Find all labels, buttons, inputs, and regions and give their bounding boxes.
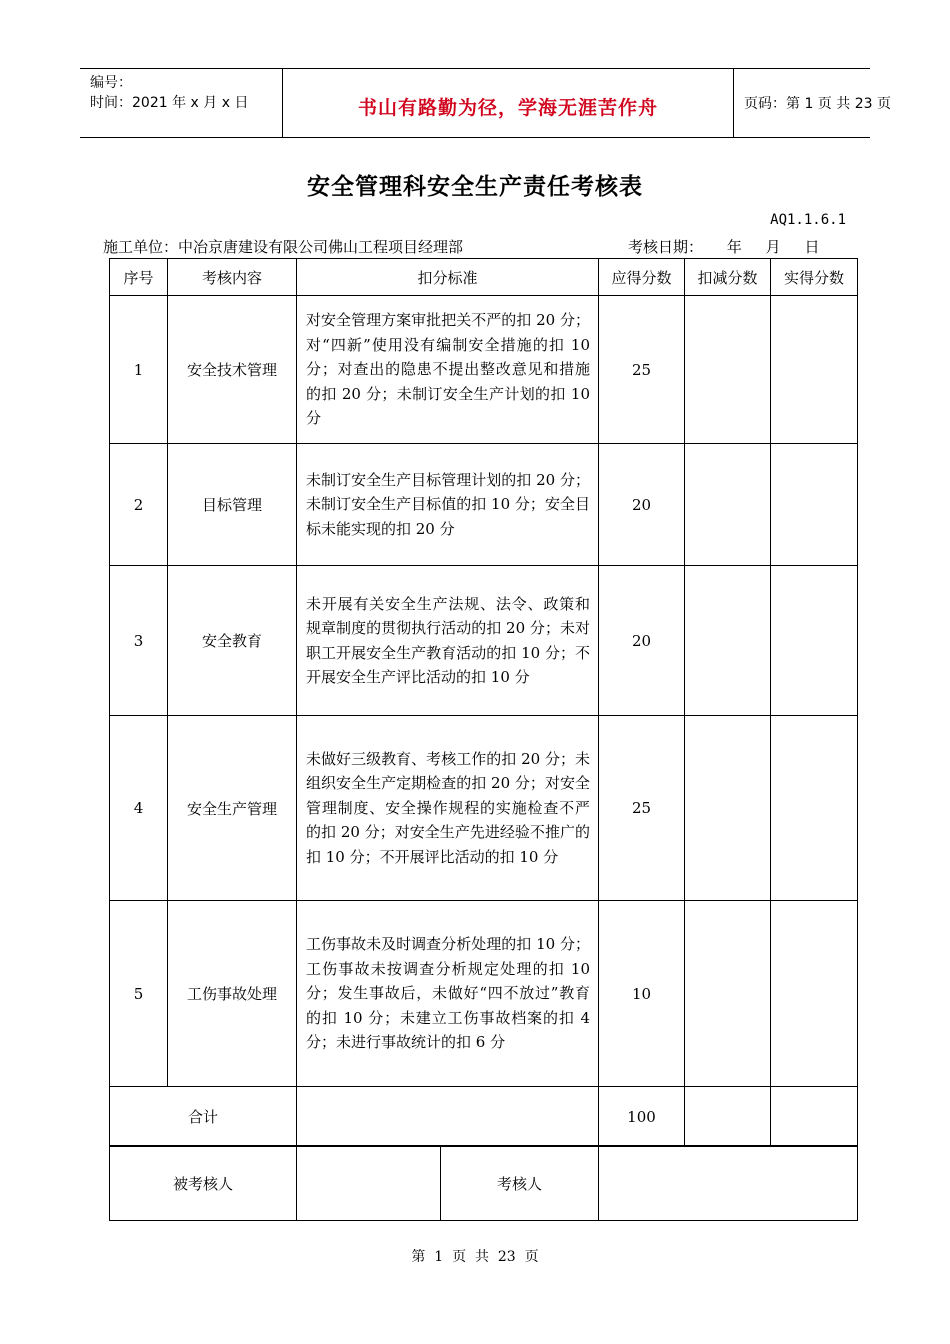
column-header: 应得分数 <box>599 259 685 296</box>
full-score: 25 <box>599 296 685 444</box>
total-label: 合计 <box>110 1087 297 1147</box>
motto-text: 书山有路勤为径，学海无涯苦作舟 <box>357 96 658 119</box>
actual-score <box>771 444 858 566</box>
actual-score <box>771 566 858 716</box>
column-header: 考核内容 <box>168 259 297 296</box>
assessment-item: 安全生产管理 <box>168 716 297 901</box>
document-header <box>80 68 891 138</box>
assessment-date: 考核日期： 年 月 日 <box>628 238 820 256</box>
full-score: 20 <box>599 444 685 566</box>
deducted-score <box>685 444 771 566</box>
table-row <box>110 444 858 566</box>
deducted-score <box>685 566 771 716</box>
signature-row <box>110 1146 858 1221</box>
deduction-criteria: 未制订安全生产目标管理计划的扣 20 分；未制订安全生产目标值的扣 10 分；安全目标未能实现的扣 20 分 <box>297 444 599 566</box>
column-header: 扣减分数 <box>685 259 771 296</box>
column-header: 序号 <box>110 259 168 296</box>
page-title: 安全管理科安全生产责任考核表 <box>307 174 643 200</box>
total-actual <box>771 1087 858 1147</box>
actual-score <box>771 716 858 901</box>
row-number: 2 <box>110 444 168 566</box>
assessor-signature <box>599 1146 858 1221</box>
table-row <box>110 296 858 444</box>
row-number: 4 <box>110 716 168 901</box>
table-header-row <box>110 259 858 296</box>
deduction-criteria: 未开展有关安全生产法规、法令、政策和规章制度的贯彻执行活动的扣 20 分；未对职工开展安全生产教育活动的扣 10 分；不开展安全生产评比活动的扣 10 分 <box>297 566 599 716</box>
assessor-label: 考核人 <box>441 1146 599 1221</box>
row-number: 3 <box>110 566 168 716</box>
deduction-criteria: 对安全管理方案审批把关不严的扣 20 分；对“四新”使用没有编制安全措施的扣 10 分；对查出的隐患不提出整改意见和措施的扣 20 分；未制订安全生产计划的扣 10 分 <box>297 296 599 444</box>
deducted-score <box>685 901 771 1087</box>
deducted-score <box>685 296 771 444</box>
assessment-item: 安全教育 <box>168 566 297 716</box>
total-criteria-cell <box>297 1087 599 1147</box>
row-number: 5 <box>110 901 168 1087</box>
assessee-label: 被考核人 <box>110 1146 297 1221</box>
number-label: 编号： <box>90 75 132 91</box>
total-row <box>110 1087 858 1147</box>
assessment-item: 目标管理 <box>168 444 297 566</box>
row-number: 1 <box>110 296 168 444</box>
actual-score <box>771 901 858 1087</box>
assessment-item: 工伤事故处理 <box>168 901 297 1087</box>
total-deducted <box>685 1087 771 1147</box>
header-motto-cell <box>282 69 734 137</box>
table-row <box>110 716 858 901</box>
table-row <box>110 901 858 1087</box>
full-score: 10 <box>599 901 685 1087</box>
page-footer: 第 1 页 共 23 页 <box>411 1249 539 1265</box>
total-score: 100 <box>599 1087 685 1147</box>
time-label: 时间：2021 年 x 月 x 日 <box>90 95 249 111</box>
assessment-item: 安全技术管理 <box>168 296 297 444</box>
full-score: 25 <box>599 716 685 901</box>
header-page-info: 页码：第 1 页 共 23 页 <box>744 96 891 112</box>
column-header: 扣分标准 <box>297 259 599 296</box>
deduction-criteria: 工伤事故未及时调查分析处理的扣 10 分；工伤事故未按调查分析规定处理的扣 10 分；发生事故后，未做好“四不放过”教育的扣 10 分；未建立工伤事故档案的扣 4 分；未进行事故统计的扣 6 分 <box>297 901 599 1087</box>
unit-date-row <box>103 236 848 256</box>
deducted-score <box>685 716 771 901</box>
deduction-criteria: 未做好三级教育、考核工作的扣 20 分；未组织安全生产定期检查的扣 20 分；对安全管理制度、安全操作规程的实施检查不严的扣 20 分；对安全生产先进经验不推广的扣 10 分；不开展评比活动的扣 10 分 <box>297 716 599 901</box>
assessee-signature <box>297 1146 441 1221</box>
document-code: AQ1.1.6.1 <box>770 212 846 228</box>
table-row <box>110 566 858 716</box>
actual-score <box>771 296 858 444</box>
signature-table <box>109 1145 858 1221</box>
header-meta <box>80 69 282 137</box>
construction-unit: 施工单位：中冶京唐建设有限公司佛山工程项目经理部 <box>103 238 464 256</box>
column-header: 实得分数 <box>771 259 858 296</box>
assessment-table <box>109 258 858 1147</box>
full-score: 20 <box>599 566 685 716</box>
